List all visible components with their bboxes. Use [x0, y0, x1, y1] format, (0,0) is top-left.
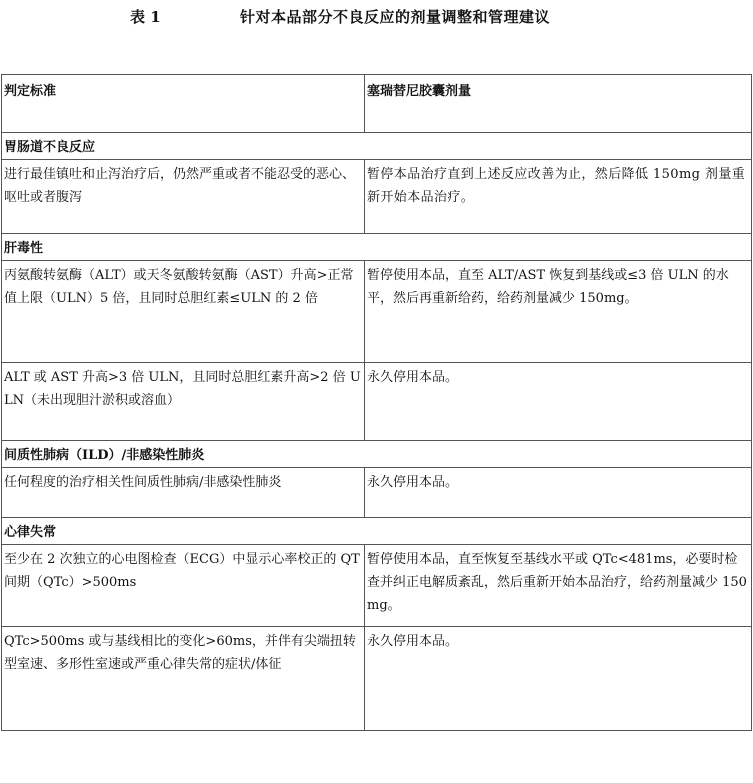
dosage-cell: 暂停使用本品，直至恢复至基线水平或 QTc<481ms，必要时检查并纠正电解质紊乱，然后重新开始本品治疗，给药剂量减少 150mg。	[365, 545, 752, 627]
section-title-hepatotoxicity: 肝毒性	[2, 234, 752, 261]
header-criteria: 判定标准	[2, 75, 365, 133]
criteria-cell: QTc>500ms 或与基线相比的变化>60ms，并伴有尖端扭转型室速、多形性室速或严重心律失常的症状/体征	[2, 627, 365, 731]
table-caption	[0, 4, 753, 28]
table-row	[2, 160, 752, 234]
table-row	[2, 627, 752, 731]
table-row	[2, 545, 752, 627]
section-row-arrhythmia	[2, 518, 752, 545]
criteria-cell: 至少在 2 次独立的心电图检查（ECG）中显示心率校正的 QT 间期（QTc）>500ms	[2, 545, 365, 627]
section-title-ild: 间质性肺病（ILD）/非感染性肺炎	[2, 441, 752, 468]
criteria-cell: 丙氨酸转氨酶（ALT）或天冬氨酸转氨酶（AST）升高>正常值上限（ULN）5 倍，且同时总胆红素≤ULN 的 2 倍	[2, 261, 365, 363]
dose-adjustment-table	[1, 74, 752, 731]
table-title: 针对本品部分不良反应的剂量调整和管理建议	[240, 8, 551, 26]
criteria-cell: 进行最佳镇吐和止泻治疗后，仍然严重或者不能忍受的恶心、呕吐或者腹泻	[2, 160, 365, 234]
dosage-cell: 永久停用本品。	[365, 468, 752, 518]
section-title-gi: 胃肠道不良反应	[2, 133, 752, 160]
dosage-cell: 永久停用本品。	[365, 627, 752, 731]
section-row-ild	[2, 441, 752, 468]
table-row	[2, 363, 752, 441]
dosage-cell: 暂停使用本品，直至 ALT/AST 恢复到基线或≤3 倍 ULN 的水平，然后再重新给药，给药剂量减少 150mg。	[365, 261, 752, 363]
table-number: 表 1	[130, 8, 161, 26]
section-row-hepatotoxicity	[2, 234, 752, 261]
table-row	[2, 468, 752, 518]
section-row-gi	[2, 133, 752, 160]
dosage-cell: 暂停本品治疗直到上述反应改善为止，然后降低 150mg 剂量重新开始本品治疗。	[365, 160, 752, 234]
table-row	[2, 261, 752, 363]
section-title-arrhythmia: 心律失常	[2, 518, 752, 545]
criteria-cell: 任何程度的治疗相关性间质性肺病/非感染性肺炎	[2, 468, 365, 518]
header-dosage: 塞瑞替尼胶囊剂量	[365, 75, 752, 133]
dosage-cell: 永久停用本品。	[365, 363, 752, 441]
criteria-cell: ALT 或 AST 升高>3 倍 ULN，且同时总胆红素升高>2 倍 ULN（未出现胆汁淤积或溶血）	[2, 363, 365, 441]
table-header-row	[2, 75, 752, 133]
